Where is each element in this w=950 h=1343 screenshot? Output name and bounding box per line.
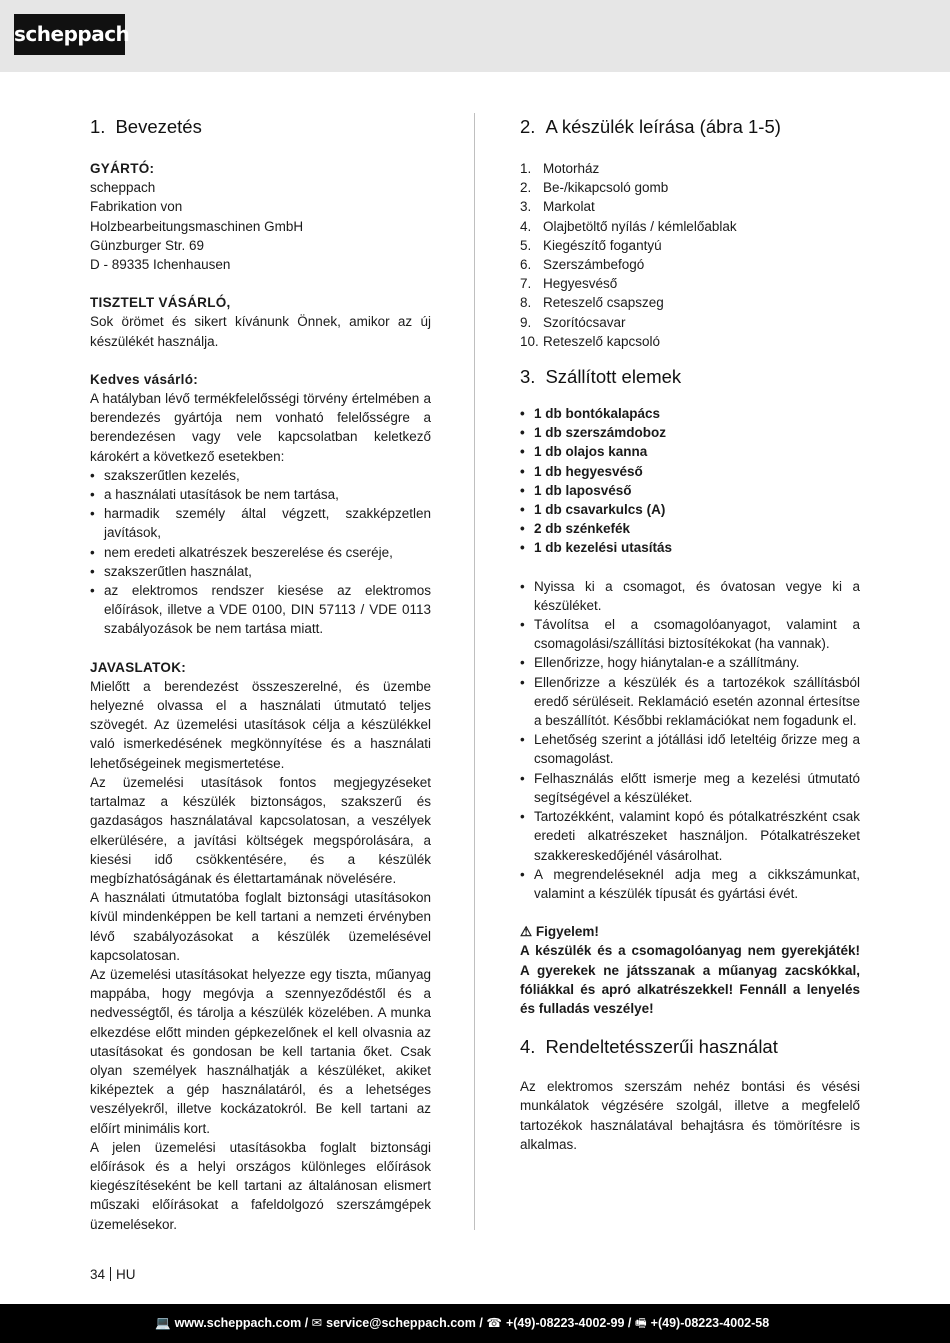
- item-label: Szorítócsavar: [543, 314, 626, 330]
- list-item: • szakszerűtlen kezelés,: [90, 466, 431, 485]
- dear-customer-text: A hatályban lévő termékfelelősségi törvény értelmében a berendezés gyártója nem vonható felelősségre a berendezésen vagy vele kapcsolatban keletkező károkért a következő esetekben:: [90, 391, 431, 464]
- list-item: • 1 db kezelési utasítás: [520, 538, 860, 557]
- item-label: Be-/kikapcsoló gomb: [543, 180, 669, 196]
- list-item: • 1 db hegyesvéső: [520, 462, 860, 481]
- list-item: • 2 db szénkefék: [520, 519, 860, 538]
- item-number: 10.: [520, 333, 539, 349]
- list-item: • Ellenőrizze a készülék és a tartozékok szállításból eredő sérüléseit. Reklamáció esetén azonnal értesítse a beszállítót. Későbbi reklamációkat nem fogadunk el.: [520, 673, 860, 731]
- list-item: [520, 217, 860, 236]
- manufacturer-line: Günzburger Str. 69: [90, 237, 205, 253]
- list-item: [520, 178, 860, 197]
- page-divider: [110, 1267, 111, 1281]
- item-number: 8.: [520, 295, 532, 311]
- section-3-title: [520, 365, 860, 389]
- item-number: 3.: [520, 199, 532, 215]
- section-number: 1.: [90, 116, 106, 137]
- item-number: 6.: [520, 257, 532, 273]
- column-divider: [474, 113, 475, 1230]
- list-item: [520, 313, 860, 332]
- list-item: • Ellenőrizze, hogy hiánytalan-e a szállítmány.: [520, 653, 860, 672]
- right-column: [520, 115, 860, 1154]
- liability-list: [90, 466, 431, 639]
- scheppach-logo: scheppach: [14, 14, 125, 55]
- email-link[interactable]: service@scheppach.com /: [326, 1316, 483, 1330]
- warning-triangle-icon: ⚠: [520, 924, 533, 940]
- language-code: HU: [116, 1267, 136, 1282]
- list-item: • az elektromos rendszer kiesése az elektromos előírások, illetve a VDE 0100, DIN 57113 / VDE 0113 szabályozások be nem tartása miatt.: [90, 581, 431, 639]
- section-title-text: Rendeltetésszerűi használat: [545, 1036, 778, 1058]
- warning-title: Figyelem!: [535, 924, 599, 940]
- list-item: • A megrendeléseknél adja meg a cikkszámunkat, valamint a készülék típusát és gyártási évét.: [520, 865, 860, 903]
- item-number: 4.: [520, 218, 532, 234]
- warning-text: A készülék és a csomagolóanyag nem gyerekjáték! A gyerekek ne játsszanak a műanyag zacskókkal, fóliákkal és apró alkatrészekkel! Fennáll a lenyelés és fulladás veszélye!: [520, 943, 860, 1016]
- intended-use-text: Az elektromos szerszám nehéz bontási és vésési munkálatok végzésére szolgál, illetve a megfelelő tartozékok használatával behajtásra és tömörítésre is alkalmas.: [520, 1079, 860, 1152]
- recommendation-paragraph: A jelen üzemelési utasításokba foglalt biztonsági előírások és a helyi országos különleges előírások kiegészítéseként be kell tartani az általánosan elismert műszaki előírásokat a fafeldolgozó szerszámgépek üzemelésekor.: [90, 1139, 431, 1232]
- list-item: • 1 db szerszámdoboz: [520, 423, 860, 442]
- phone-number: +(49)-08223-4002-99 /: [505, 1316, 632, 1330]
- dear-customer-label: Kedves vásárló:: [90, 371, 199, 387]
- page-header: [0, 0, 950, 72]
- list-item: • nem eredeti alkatrészek beszerelése és cseréje,: [90, 543, 431, 562]
- section-title-text: A készülék leírása (ábra 1-5): [545, 116, 781, 137]
- delivery-list: [520, 404, 860, 558]
- recommendation-paragraph: Az üzemelési utasítások fontos megjegyzéseket tartalmaz a készülék biztonságos, szakszerű és gazdaságos használatával kapcsolatosan, a veszélyek elkerülésére, a javítási költségek megspórolására, a kiesési idő csökkentésére, és a készülék megbízhatóságának és élettartamának növelésére.: [90, 774, 431, 886]
- section-number: 2.: [520, 116, 536, 137]
- list-item: • a használati utasítások be nem tartása,: [90, 485, 431, 504]
- manufacturer-line: D - 89335 Ichenhausen: [90, 257, 231, 273]
- list-item: [520, 197, 860, 216]
- contact-footer: [0, 1304, 950, 1343]
- left-column: [90, 115, 431, 1234]
- item-label: Kiegészítő fogantyú: [543, 237, 662, 253]
- computer-icon: 💻: [155, 1316, 171, 1330]
- list-item: • Távolítsa el a csomagolóanyagot, valamint a csomagolási/szállítási biztosítékokat (ha vannak).: [520, 615, 860, 653]
- list-item: • Lehetőség szerint a jótállási idő leteltéig őrizze meg a csomagolást.: [520, 730, 860, 768]
- list-item: • 1 db bontókalapács: [520, 404, 860, 423]
- item-number: 1.: [520, 161, 532, 176]
- unpacking-steps: [520, 577, 860, 903]
- list-item: • szakszerűtlen használat,: [90, 562, 431, 581]
- page-number: [90, 1265, 136, 1284]
- contact-line: [155, 1304, 769, 1343]
- email-icon: ✉: [311, 1316, 323, 1330]
- recommendations-label: JAVASLATOK:: [90, 659, 187, 675]
- section-4-title: [520, 1035, 860, 1059]
- list-item: • Tartozékként, valamint kopó és pótalkatrészként csak eredeti alkatrészeket használjon. Pótalkatrészeket szakkereskedőjénél vásárolhat.: [520, 807, 860, 865]
- website-link[interactable]: www.scheppach.com /: [174, 1316, 309, 1330]
- item-label: Olajbetöltő nyílás / kémlelőablak: [543, 218, 737, 234]
- item-label: Reteszelő csapszeg: [543, 295, 664, 311]
- parts-list: [520, 159, 860, 351]
- item-number: 2.: [520, 180, 532, 196]
- item-number: 5.: [520, 237, 532, 253]
- customer-text: Sok örömet és sikert kívánunk Önnek, amikor az új készülékét használja.: [90, 314, 431, 349]
- section-1-title: [90, 115, 431, 139]
- manufacturer-line: scheppach: [90, 180, 156, 196]
- list-item: [520, 293, 860, 312]
- list-item: • Felhasználás előtt ismerje meg a kezelési útmutató segítségével a készüléket.: [520, 769, 860, 807]
- list-item: [520, 159, 860, 178]
- item-number: 7.: [520, 276, 532, 292]
- section-title-text: Bevezetés: [115, 116, 202, 137]
- item-label: Motorház: [543, 161, 600, 176]
- item-label: Szerszámbefogó: [543, 257, 645, 273]
- phone-icon: ☎: [486, 1316, 502, 1330]
- manufacturer-label: GYÁRTÓ:: [90, 161, 155, 176]
- list-item: [520, 236, 860, 255]
- item-label: Hegyesvéső: [543, 276, 618, 292]
- list-item: • 1 db olajos kanna: [520, 442, 860, 461]
- recommendation-paragraph: A használati útmutatóba foglalt biztonsági utasításokon kívül mindenképpen be kell tartani a nemzeti érvényben lévő szabályozásokat a készülék üzemelésével kapcsolatosan.: [90, 890, 431, 963]
- fax-icon: 🖷: [634, 1316, 647, 1330]
- list-item: [520, 274, 860, 293]
- section-number: 3.: [520, 366, 536, 388]
- warning-heading: [520, 922, 860, 941]
- list-item: [520, 255, 860, 274]
- customer-label: TISZTELT VÁSÁRLÓ,: [90, 295, 231, 311]
- list-item: • 1 db csavarkulcs (A): [520, 500, 860, 519]
- section-2-title: [520, 115, 860, 139]
- item-label: Reteszelő kapcsoló: [543, 333, 661, 349]
- item-label: Markolat: [543, 199, 595, 215]
- item-number: 9.: [520, 314, 532, 330]
- list-item: • Nyissa ki a csomagot, és óvatosan vegye ki a készüléket.: [520, 577, 860, 615]
- list-item: • harmadik személy által végzett, szakképzetlen javítások,: [90, 504, 431, 542]
- section-title-text: Szállított elemek: [545, 366, 682, 388]
- section-number: 4.: [520, 1036, 536, 1058]
- page-number-value: 34: [90, 1267, 106, 1282]
- manufacturer-line: Holzbearbeitungsmaschinen GmbH: [90, 218, 304, 234]
- recommendation-paragraph: Mielőtt a berendezést összeszerelné, és üzembe helyezné olvassa el a használati útmutató teljes szövegét. Az üzemelési utasítások célja a készülékkel való ismerkedésének megkönnyítése és a használati lehetőségeinek megismertetése.: [90, 678, 431, 771]
- list-item: • 1 db laposvéső: [520, 481, 860, 500]
- fax-number: +(49)-08223-4002-58: [650, 1316, 770, 1330]
- list-item: [520, 332, 860, 351]
- recommendation-paragraph: Az üzemelési utasításokat helyezze egy tiszta, műanyag mappába, hogy megóvja a szennyeződéstől és a nedvességtől, és tárolja a készülék közelében. A munka elkezdése előtt minden gépkezelőnek el kell olvasnia az utasításokat és gondosan be kell tartania őket. Csak olyan személyek használhatják a készüléket, akiket kiképeztek a gép használatáról, és a lehetséges veszélyekről, illetve kockázatokról. Be kell tartani az előírt minimális kort.: [90, 966, 431, 1136]
- manufacturer-line: Fabrikation von: [90, 199, 183, 215]
